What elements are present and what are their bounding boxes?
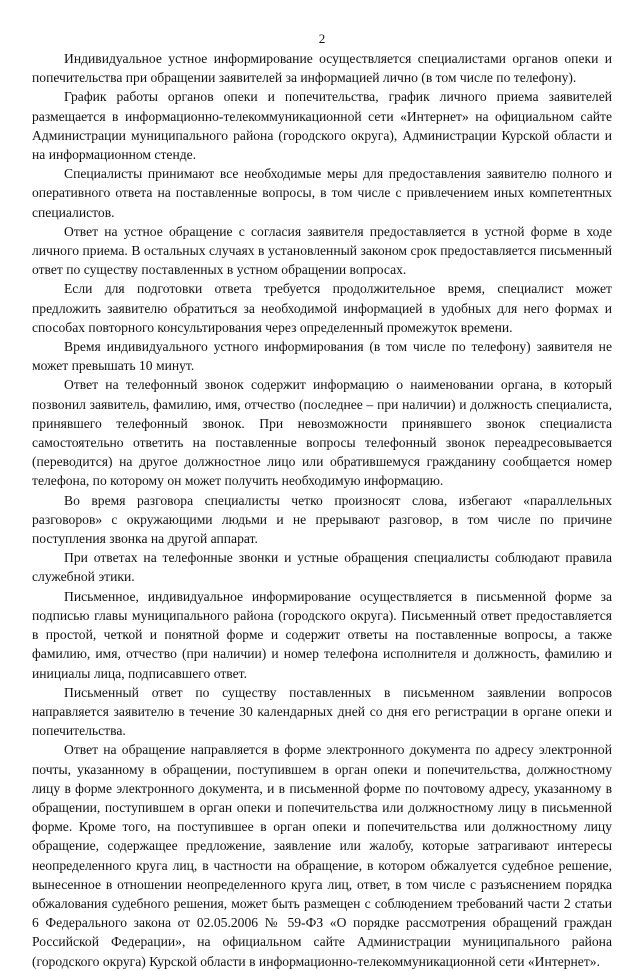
paragraph-phone-call-answer: Ответ на телефонный звонок содержит информацию о наименовании органа, в который позвонил заявитель, фамилию, имя, отчество (последнее – при наличии) и должность специалиста, принявшего телефонный звонок. При невозможности принявшего звонок специалиста самостоятельно ответить на поставленные вопросы телефонный звонок переадресовывается (переводится) на другое должностное лицо или обратившемуся гражданину сообщается номер телефона, по которому он может получить необходимую информацию. xyxy=(32,377,612,489)
paragraph-individual-oral-info: Индивидуальное устное информирование осуществляется специалистами органов опеки и попечительства при обращении заявителей за информацией лично (в том числе по телефону). xyxy=(32,51,612,86)
paragraph-service-ethics: При ответах на телефонные звонки и устные обращения специалисты соблюдают правила служебной этики. xyxy=(32,550,612,585)
paragraph-written-answer-deadline: Письменный ответ по существу поставленных в письменном заявлении вопросов направляется заявителю в течение 30 календарных дней со дня его регистрации в органе опеки и попечительства. xyxy=(32,684,612,739)
paragraph-long-preparation: Если для подготовки ответа требуется продолжительное время, специалист может предложить заявителю обратиться за необходимой информацией в удобных для него формах и способах повторного консультирования через определенный промежуток времени. xyxy=(32,281,612,335)
paragraph-work-schedule: График работы органов опеки и попечительства, график личного приема заявителей размещается в информационно-телекоммуникационной сети «Интернет» на официальном сайте Администрации муниципального района (городского округа), Администрации Курской области и на информационном стенде. xyxy=(32,89,612,163)
paragraph-electronic-answer: Ответ на обращение направляется в форме электронного документа по адресу электронной почты, указанному в обращении, поступившем в орган опеки и попечительства, должностному лицу в форме электронного документа, и в письменной форме по почтовому адресу, указанному в обращении, поступившем в орган опеки и попечительства или должностному лицу в письменной форме. Кроме того, на поступившее в орган опеки и попечительства или должностному лицу обращение, содержащее предложение, заявление или жалобу, которые затрагивают интересы неопределенного круга лиц, в частности на обращение, в котором обжалуется судебное решение, вынесенное в отношении неопределенного круга лиц, ответ, в том числе с разъяснением порядка обжалования судебного решения, может быть размещен с соблюдением требований части 2 статьи 6 Федерального закона от 02.05.2006 № 59-ФЗ «О порядке рассмотрения обращений граждан Российской Федерации», на официальном сайте Администрации муниципального района (городского округа) Курской области в информационно-телекоммуникационной сети «Интернет». xyxy=(32,742,612,969)
paragraph-conversation-rules: Во время разговора специалисты четко произносят слова, избегают «параллельных разговоров» с окружающими людьми и не прерывают разговор, в том числе по причине поступления звонка на другой аппарат. xyxy=(32,492,612,547)
paragraph-specialists-measures: Специалисты принимают все необходимые меры для предоставления заявителю полного и оперативного ответа на поставленные вопросы, в том числе с привлечением иных компетентных специалистов. xyxy=(32,166,612,220)
paragraph-oral-appeal-answer: Ответ на устное обращение с согласия заявителя предоставляется в устной форме в ходе личного приема. В остальных случаях в установленный законом срок предоставляется письменный ответ по существу поставленных в устном обращении вопросах. xyxy=(32,223,612,278)
paragraph-time-limit: Время индивидуального устного информирования (в том числе по телефону) заявителя не может превышать 10 минут. xyxy=(32,339,612,374)
paragraph-written-info: Письменное, индивидуальное информирование осуществляется в письменной форме за подписью главы муниципального района (городского округа). Письменный ответ предоставляется в простой, четкой и понятной форме и содержит ответы на поставленные вопросы, а также фамилию, имя, отчество (при наличии) и номер телефона исполнителя и должность, фамилию и инициалы лица, подписавшего ответ. xyxy=(32,588,612,681)
page-number: 2 xyxy=(318,31,326,46)
